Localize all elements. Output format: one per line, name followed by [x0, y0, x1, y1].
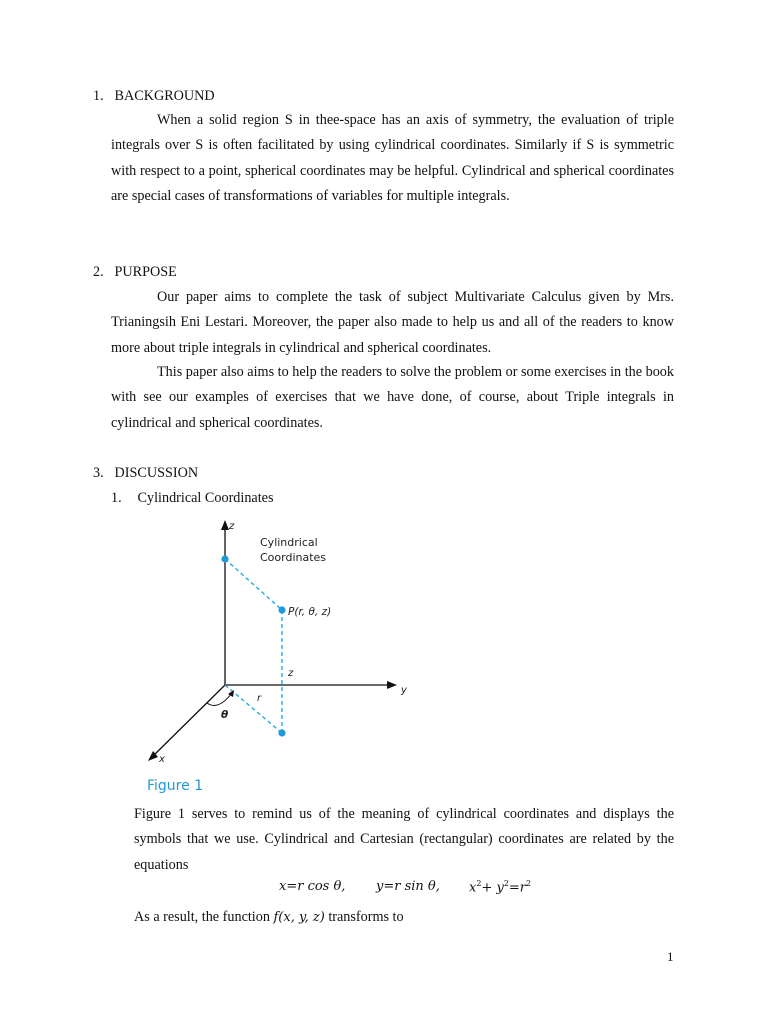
purpose-paragraph-2: This paper also aims to help the readers to solve the problem or some exercises in the book with see our examples of exercises that we have done, of course, about Triple integrals in cylindrical and spherical coordinates.	[111, 364, 674, 431]
z-axis-point	[221, 555, 228, 562]
subsection-number: 1.	[111, 490, 122, 506]
section-number: 1.	[93, 88, 104, 104]
equation-y: y=r sin θ,	[376, 879, 440, 894]
theta-label: θ	[221, 709, 229, 721]
equation-term-y: + y	[481, 880, 504, 896]
background-paragraph: When a solid region S in thee-space has an axis of symmetry, the evaluation of triple integrals over S is often facilitated by using cylindrical coordinates. Similarly if S is symmetric with respect to a point, spherical coordinates may be helpful. Cylindrical and spherical coordinates are special cases of transformations of variables for multiple integrals.	[111, 112, 674, 204]
height-z-label: z	[288, 668, 294, 679]
result-prefix: As a result, the function	[134, 909, 270, 925]
section-number: 3.	[93, 465, 104, 481]
dashed-line-top	[225, 559, 282, 610]
figure-description-paragraph: Figure 1 serves to remind us of the meaning of cylindrical coordinates and displays the symbols that we use. Cylindrical and Cartesian (rectangular) coordinates are related by the equations	[134, 806, 674, 873]
x-axis	[152, 685, 225, 757]
figure-title-line-2: Coordinates	[260, 551, 327, 564]
point-p-label: P(r, θ, z)	[288, 606, 332, 618]
result-function: f(x, y, z)	[273, 910, 325, 925]
equation-term-r: =r	[508, 880, 527, 896]
discussion-heading	[93, 465, 198, 482]
y-axis-arrow	[387, 681, 397, 689]
section-title: DISCUSSION	[114, 465, 199, 481]
theta-arc-arrow	[228, 690, 234, 697]
z-axis-label: z	[229, 521, 235, 532]
page-number: 1	[667, 949, 674, 964]
cylindrical-coordinates-figure	[140, 515, 410, 800]
subsection-title: Cylindrical Coordinates	[137, 490, 274, 506]
purpose-heading	[93, 264, 177, 281]
equation-x: x=r cos θ,	[279, 879, 346, 894]
y-axis-label: y	[401, 685, 407, 696]
section-title: BACKGROUND	[114, 88, 215, 104]
purpose-paragraph-1: Our paper aims to complete the task of subject Multivariate Calculus given by Mrs. Trianingsih Eni Lestari. Moreover, the paper also made to help us and all of the readers to know more about triple integrals in cylindrical and spherical coordinates.	[111, 289, 674, 356]
result-suffix: transforms to	[328, 909, 404, 925]
point-p	[278, 606, 285, 613]
figure-caption: Figure 1	[147, 778, 204, 794]
z-axis-arrow	[221, 520, 229, 530]
x-axis-label: x	[159, 754, 165, 765]
section-number: 2.	[93, 264, 104, 280]
equation-radius: $x^2+ y^2=r^2$	[469, 879, 532, 896]
section-title: PURPOSE	[114, 264, 177, 280]
background-heading	[93, 88, 215, 105]
radius-r-label: r	[257, 693, 262, 704]
equation-term-x: x	[469, 880, 477, 896]
cylindrical-subheading	[111, 490, 274, 507]
projection-point	[278, 729, 285, 736]
figure-title-line-1: Cylindrical	[260, 536, 318, 549]
result-line	[134, 909, 404, 926]
